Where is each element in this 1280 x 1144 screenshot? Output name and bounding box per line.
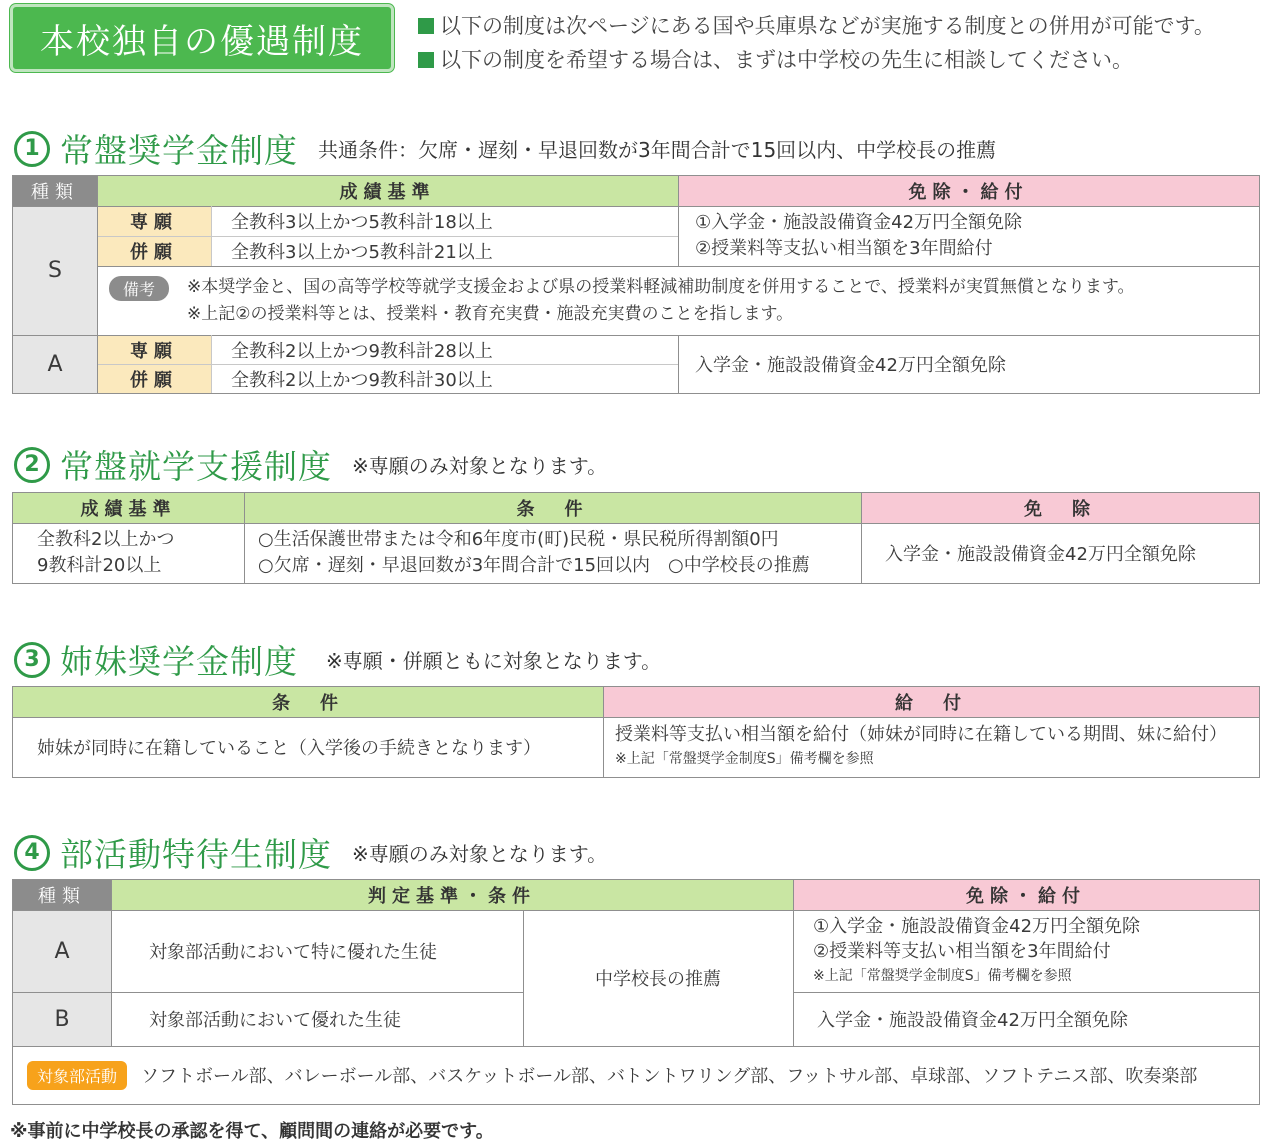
kind-label: 併願: [97, 236, 211, 266]
criteria-value: 全教科2以上かつ 9教科計20以上: [37, 529, 175, 576]
benefit-value: 入学金・施設設備資金42万円全額免除: [817, 1010, 1128, 1031]
header-condition: 条 件: [244, 493, 861, 523]
intro-note-2: 以下の制度を希望する場合は、まずは中学校の先生に相談してください。: [418, 44, 1133, 74]
section-note: ※専願・併願ともに対象となります。: [326, 649, 662, 673]
header-exempt: 免 除: [861, 493, 1259, 523]
section-title: 常盤奨学金制度: [60, 131, 298, 170]
section-title: 姉妹奨学金制度: [60, 642, 298, 681]
section-note: ※専願のみ対象となります。: [352, 454, 608, 478]
remark-badge: 備考: [109, 276, 169, 301]
header-criteria: 判定基準・条件: [111, 880, 793, 910]
criteria-value: 全教科3以上かつ5教科計21以上: [231, 242, 493, 263]
condition-list: ○生活保護世帯または令和6年度市(町)民税・県民税所得割額0円 ○欠席・遅刻・早退回数が3年間合計で15回以内 ○中学校長の推薦: [258, 529, 810, 576]
number-circle-icon: 3: [14, 642, 50, 678]
clubs-badge: 対象部活動: [27, 1061, 127, 1090]
section-note: 共通条件：欠席・遅刻・早退回数が3年間合計で15回以内、中学校長の推薦: [318, 138, 997, 162]
section-note: ※専願のみ対象となります。: [352, 842, 608, 866]
type-a-label: A: [13, 910, 111, 992]
section-2-heading: [14, 441, 607, 488]
criteria-value: 全教科2以上かつ9教科計30以上: [231, 369, 493, 391]
club-table: [12, 879, 1260, 1105]
type-a-label: A: [13, 335, 97, 393]
kind-label: 専願: [97, 206, 211, 236]
type-s-label: S: [13, 206, 97, 335]
header-condition: 条 件: [13, 687, 603, 717]
criteria-value: 全教科3以上かつ5教科計18以上: [231, 212, 493, 233]
condition-value: 姉妹が同時に在籍していること（入学後の手続きとなります）: [37, 738, 541, 759]
number-circle-icon: 2: [14, 447, 50, 483]
header-type: 種類: [13, 880, 111, 910]
remark-text: ※本奨学金と、国の高等学校等就学支援金および県の授業料軽減補助制度を併用することで、授業料が実質無償となります。 ※上記②の授業料等とは、授業料・教育充実費・施設充実費のことを指します。: [187, 277, 1135, 324]
number-circle-icon: 4: [14, 835, 50, 871]
header-criteria: 成績基準: [13, 493, 244, 523]
clubs-list: ソフトボール部、バレーボール部、バスケットボール部、バトントワリング部、フットサル部、卓球部、ソフトテニス部、吹奏楽部: [141, 1066, 1198, 1087]
benefit-value: 入学金・施設設備資金42万円全額免除: [695, 355, 1006, 376]
criteria-value: 対象部活動において特に優れた生徒: [149, 942, 437, 963]
number-circle-icon: 1: [14, 131, 50, 167]
shared-condition: 中学校長の推薦: [595, 969, 721, 990]
intro-note-1: 以下の制度は次ページにある国や兵庫県などが実施する制度との併用が可能です。: [418, 10, 1215, 40]
header-type: 種類: [13, 176, 97, 206]
criteria-value: 対象部活動において優れた生徒: [149, 1010, 401, 1031]
criteria-value: 全教科2以上かつ9教科計28以上: [231, 340, 493, 362]
support-table: [12, 492, 1260, 584]
square-bullet-icon: [418, 18, 434, 34]
square-bullet-icon: [418, 52, 434, 68]
page-title: 本校独自の優遇制度: [10, 4, 394, 72]
kind-label: 専願: [97, 335, 211, 364]
scholarship-table: [12, 175, 1260, 394]
footnote: ※事前に中学校長の承認を得て、顧問間の連絡が必要です。: [10, 1121, 494, 1142]
benefit-list: ①入学金・施設設備資金42万円全額免除 ②授業料等支払い相当額を3年間給付: [695, 212, 1023, 259]
kind-label: 併願: [97, 364, 211, 393]
type-b-label: B: [13, 992, 111, 1046]
section-4-heading: [14, 829, 607, 876]
header-benefit: 免除・給付: [678, 176, 1259, 206]
sister-table: [12, 686, 1260, 778]
section-1-heading: [14, 125, 996, 172]
header-criteria: 成績基準: [97, 176, 678, 206]
exempt-value: 入学金・施設設備資金42万円全額免除: [885, 544, 1196, 565]
header-benefit: 免除・給付: [793, 880, 1259, 910]
section-title: 常盤就学支援制度: [60, 447, 332, 486]
header-benefit: 給 付: [603, 687, 1259, 717]
benefit-value: 授業料等支払い相当額を給付（姉妹が同時に在籍している期間、妹に給付） ※上記「常盤奨学金制度S」備考欄を参照: [615, 724, 1227, 767]
section-title: 部活動特待生制度: [60, 835, 332, 874]
section-3-heading: [14, 636, 661, 683]
benefit-list: ①入学金・施設設備資金42万円全額免除 ②授業料等支払い相当額を3年間給付 ※上記「常盤奨学金制度S」備考欄を参照: [813, 915, 1141, 984]
